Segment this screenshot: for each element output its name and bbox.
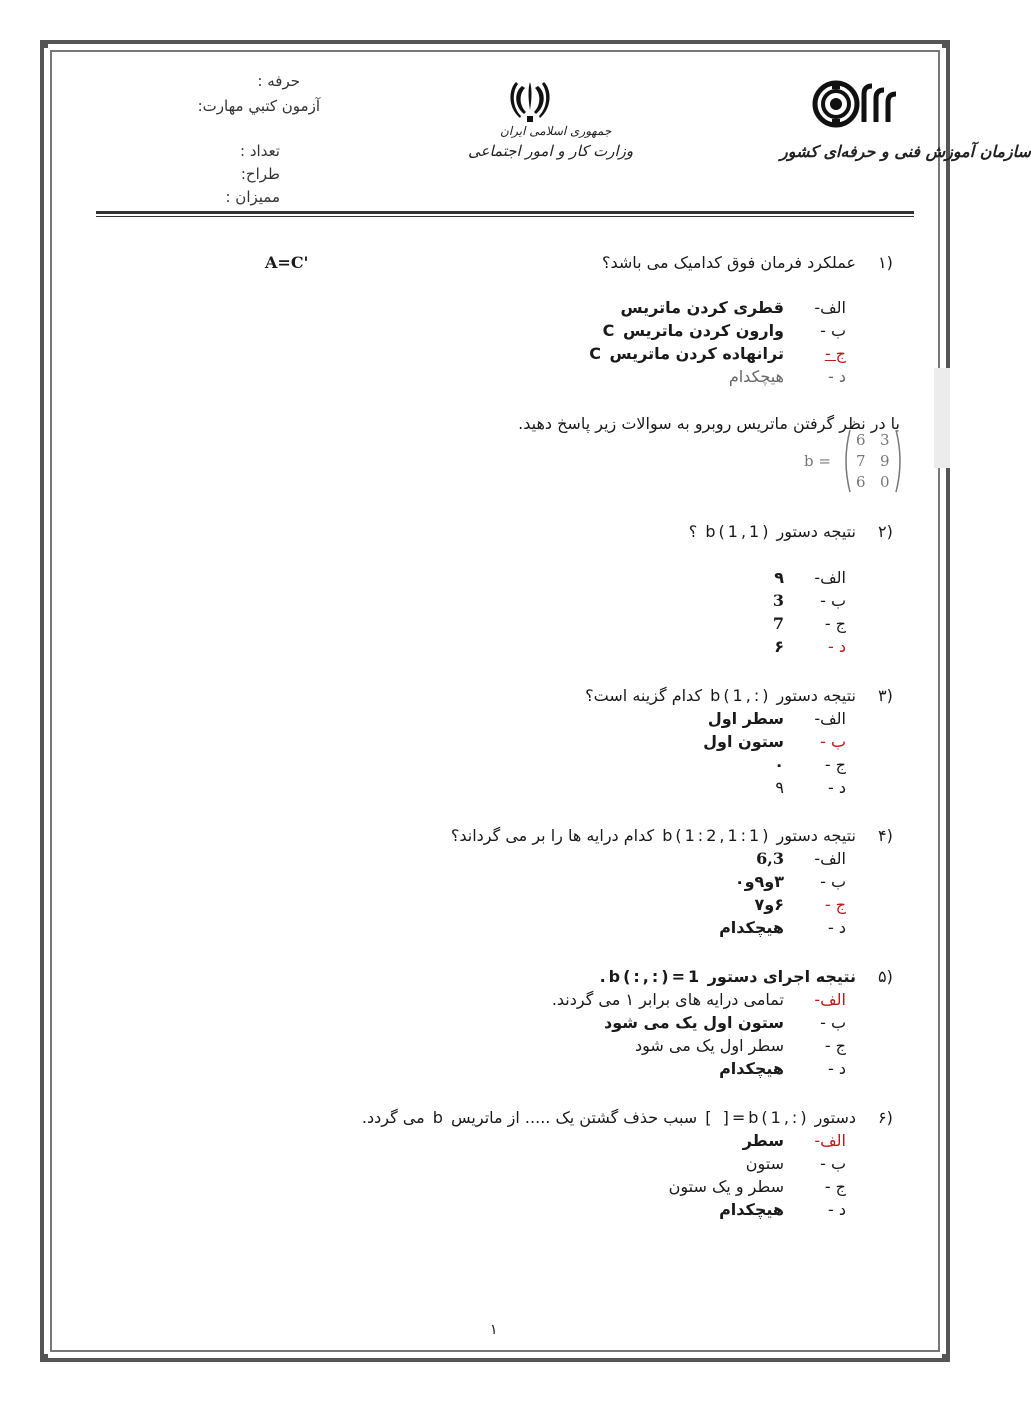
tvto-logo-mark-icon [860,84,900,124]
option-text: هیچکدام [728,367,784,386]
frame-corner [942,40,950,48]
tvto-caption: سازمان آموزش فنی و حرفه‌ای کشور [780,142,1031,161]
option-label-answer: الف- [814,1131,846,1150]
matrix-brackets [842,428,904,494]
option-row [621,298,846,317]
option-row [589,344,846,363]
option-row: ب -۳و۹و۰ [734,872,846,891]
option-row: الف-۹ [774,568,846,587]
option-text: قطری کردن ماتریس [620,298,784,317]
option-row: الف-سطر اول [707,709,846,728]
question-number: ۳) [878,686,893,705]
margin-shade [934,368,950,468]
header-divider [96,211,914,214]
header-count: تعداد : [240,142,280,160]
matrix-intro: با در نظر گرفتن ماتریس روبرو به سوالات زیر پاسخ دهید. [518,414,900,433]
matrix-cell: 3 [880,431,890,449]
matrix-cell: 7 [856,452,866,470]
option-row [729,367,846,386]
option-row: الف-6,3 [756,849,846,868]
option-label-answer: ج - [824,344,846,363]
option-row: ب -ستون اول یک می شود [603,1013,846,1032]
matrix-name: b = [804,452,831,470]
header-exam-title: آزمون كتبي مهارت: [197,97,320,115]
option-label-answer: ج - [824,895,846,914]
option-text: وارون کردن ماتریس C [602,321,784,340]
option-row: ب -ستون [745,1154,846,1173]
option-row: ج -7 [772,614,846,633]
header-herfe: حرفه : [257,72,300,90]
question-text: دستور b(1,:)=[ ] سبب حذف گشتن یک ..... از ماتریس b می گردد. [361,1108,856,1127]
option-row: ب -3 [772,591,846,610]
tvto-logo-icon [812,80,860,128]
option-label: الف- [814,298,846,317]
question-text: نتیجه دستور b(1,:) کدام گزینه است؟ [585,686,856,705]
option-row: الف-سطر [742,1131,846,1150]
option-row: ب -ستون اول [703,732,846,751]
question-number: ۱) [878,253,893,272]
option-row: د -هیچکدام [719,918,846,937]
matrix-cell: 6 [856,431,866,449]
option-label: د - [828,367,846,386]
question-number: ۲) [878,522,893,541]
matrix-cell: 9 [880,452,890,470]
option-row: ج -۶و۷ [754,895,846,914]
question-text: نتیجه اجرای دستور b(:,:)=1. [599,967,856,986]
option-label-answer: الف- [814,990,846,1009]
question-number: ۶) [878,1108,893,1127]
option-row: ج -۰ [774,755,846,774]
option-row: ج -سطر و یک ستون [668,1177,846,1196]
header-designer: طراح: [240,165,280,183]
question-number: ۵) [878,967,893,986]
option-label-answer: د - [828,637,846,656]
option-row: الف-تمامی درایه های برابر ۱ می گردند. [551,990,846,1009]
option-row: د -۹ [775,778,846,797]
matrix-cell: 0 [880,473,890,491]
frame-corner [40,1354,48,1362]
option-row: ج -سطر اول یک می شود [635,1036,846,1055]
header-divider-thin [96,216,914,217]
frame-corner [942,1354,950,1362]
emblem-caption-2: وزارت کار و امور اجتماعی [468,142,634,160]
page-number: ۱ [490,1322,498,1338]
question-text: نتیجه دستور b(1,1) ؟ [688,522,856,541]
emblem-caption-1: جمهوری اسلامی ایران [500,124,612,138]
header-evaluator: مميزان : [225,188,280,206]
frame-corner [40,40,48,48]
option-row: د -هیچکدام [719,1200,846,1219]
question-number: ۴) [878,826,893,845]
option-row: د -هیچکدام [719,1059,846,1078]
iran-emblem-icon [508,78,552,124]
matrix-b [800,428,904,494]
option-label-answer: ب - [820,732,846,751]
option-text: ترانهاده کردن ماتریس C [589,344,784,363]
option-row [603,321,846,340]
matrix-cell: 6 [856,473,866,491]
option-row: د -۶ [774,637,846,656]
option-label: ب - [820,321,846,340]
question-text: نتیجه دستور b(1:2,1:1) کدام درایه ها را بر می گرداند؟ [450,826,856,845]
formula: A=C' [265,253,309,272]
question-text: عملکرد فرمان فوق کدامیک می باشد؟ [601,253,856,272]
